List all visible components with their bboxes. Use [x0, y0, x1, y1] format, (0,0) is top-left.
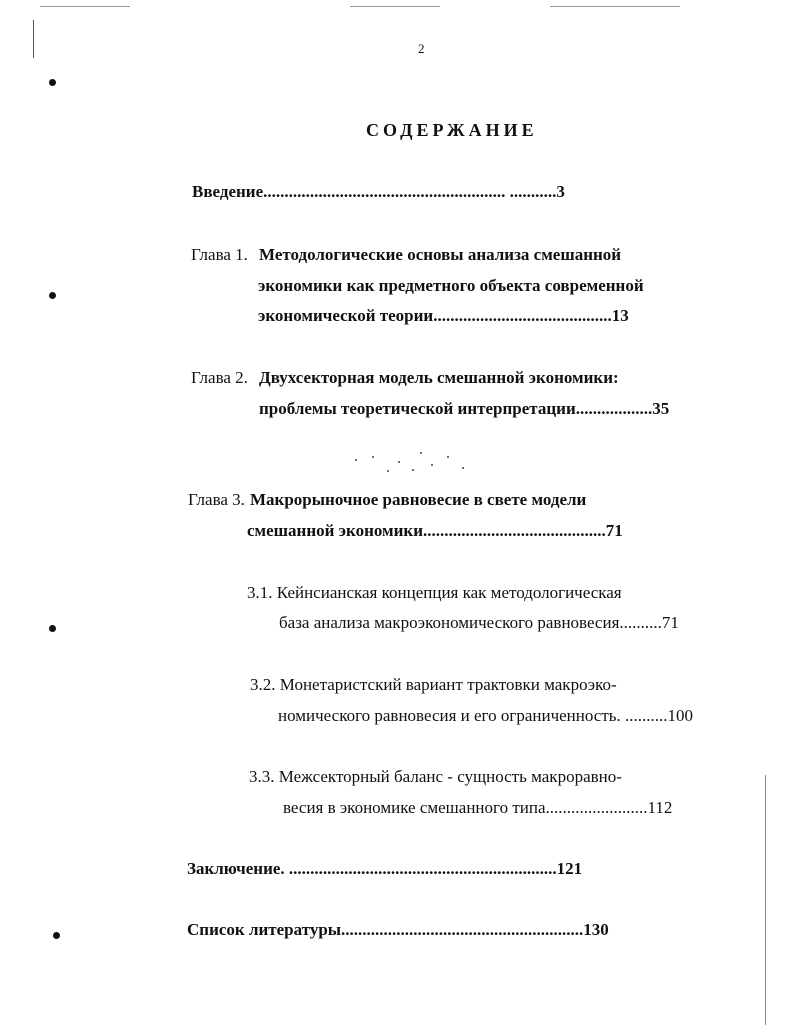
toc-section-3-2: 3.2. Монетаристский вариант трактовки макроэко-: [250, 675, 617, 694]
toc-section-3-1-end: база анализа макроэкономического равновесия..........71: [279, 613, 679, 632]
toc-chapter-2-label: Глава 2.: [191, 368, 248, 387]
toc-section-3-1: 3.1. Кейнсианская концепция как методологическая: [247, 583, 622, 602]
binding-hole-mark: [53, 932, 60, 939]
scan-speck: [372, 456, 374, 458]
toc-chapter-1-title-cont: экономики как предметного объекта современной: [258, 276, 644, 295]
scan-speck: [398, 461, 400, 463]
toc-chapter-2-title: Двухсекторная модель смешанной экономики:: [259, 368, 619, 387]
scan-top-line: [350, 6, 440, 7]
scan-speck: [447, 456, 449, 458]
toc-section-3-2-end: номического равновесия и его ограниченность. ..........100: [278, 706, 694, 725]
toc-chapter-1-title-end: экономической теории..........................................13: [258, 306, 629, 325]
scan-speck: [412, 469, 414, 471]
toc-chapter-1-title: Методологические основы анализа смешанной: [259, 245, 622, 264]
scan-speck: [420, 452, 422, 454]
toc-chapter-2-title-end: проблемы теоретической интерпретации..................35: [259, 399, 670, 418]
page-number: 2: [418, 41, 425, 56]
toc-section-3-3-end: весия в экономике смешанного типа........................112: [283, 798, 673, 817]
toc-entry-intro: Введение......................................................... ...........3: [192, 182, 565, 201]
scan-left-line: [33, 20, 34, 58]
toc-section-3-3: 3.3. Межсекторный баланс - сущность макроравно-: [249, 767, 622, 786]
toc-chapter-3-label: Глава 3.: [188, 490, 245, 509]
scan-speck: [462, 467, 464, 469]
scan-speck: [355, 459, 357, 461]
toc-chapter-3-title: Макрорыночное равновесие в свете модели: [250, 490, 587, 509]
scan-speck: [387, 470, 389, 472]
toc-entry-bibliography: Список литературы.........................................................130: [187, 920, 609, 939]
toc-chapter-3-title-end: смешанной экономики...........................................71: [247, 521, 623, 540]
scan-speck: [431, 464, 433, 466]
scan-right-line: [765, 775, 766, 1025]
binding-hole-mark: [49, 79, 56, 86]
binding-hole-mark: [49, 292, 56, 299]
binding-hole-mark: [49, 625, 56, 632]
toc-entry-conclusion: Заключение. ...............................................................121: [187, 859, 583, 878]
scan-top-line: [40, 6, 130, 7]
page-title: СОДЕРЖАНИЕ: [366, 120, 538, 140]
scan-top-line: [550, 6, 680, 7]
toc-chapter-1-label: Глава 1.: [191, 245, 248, 264]
